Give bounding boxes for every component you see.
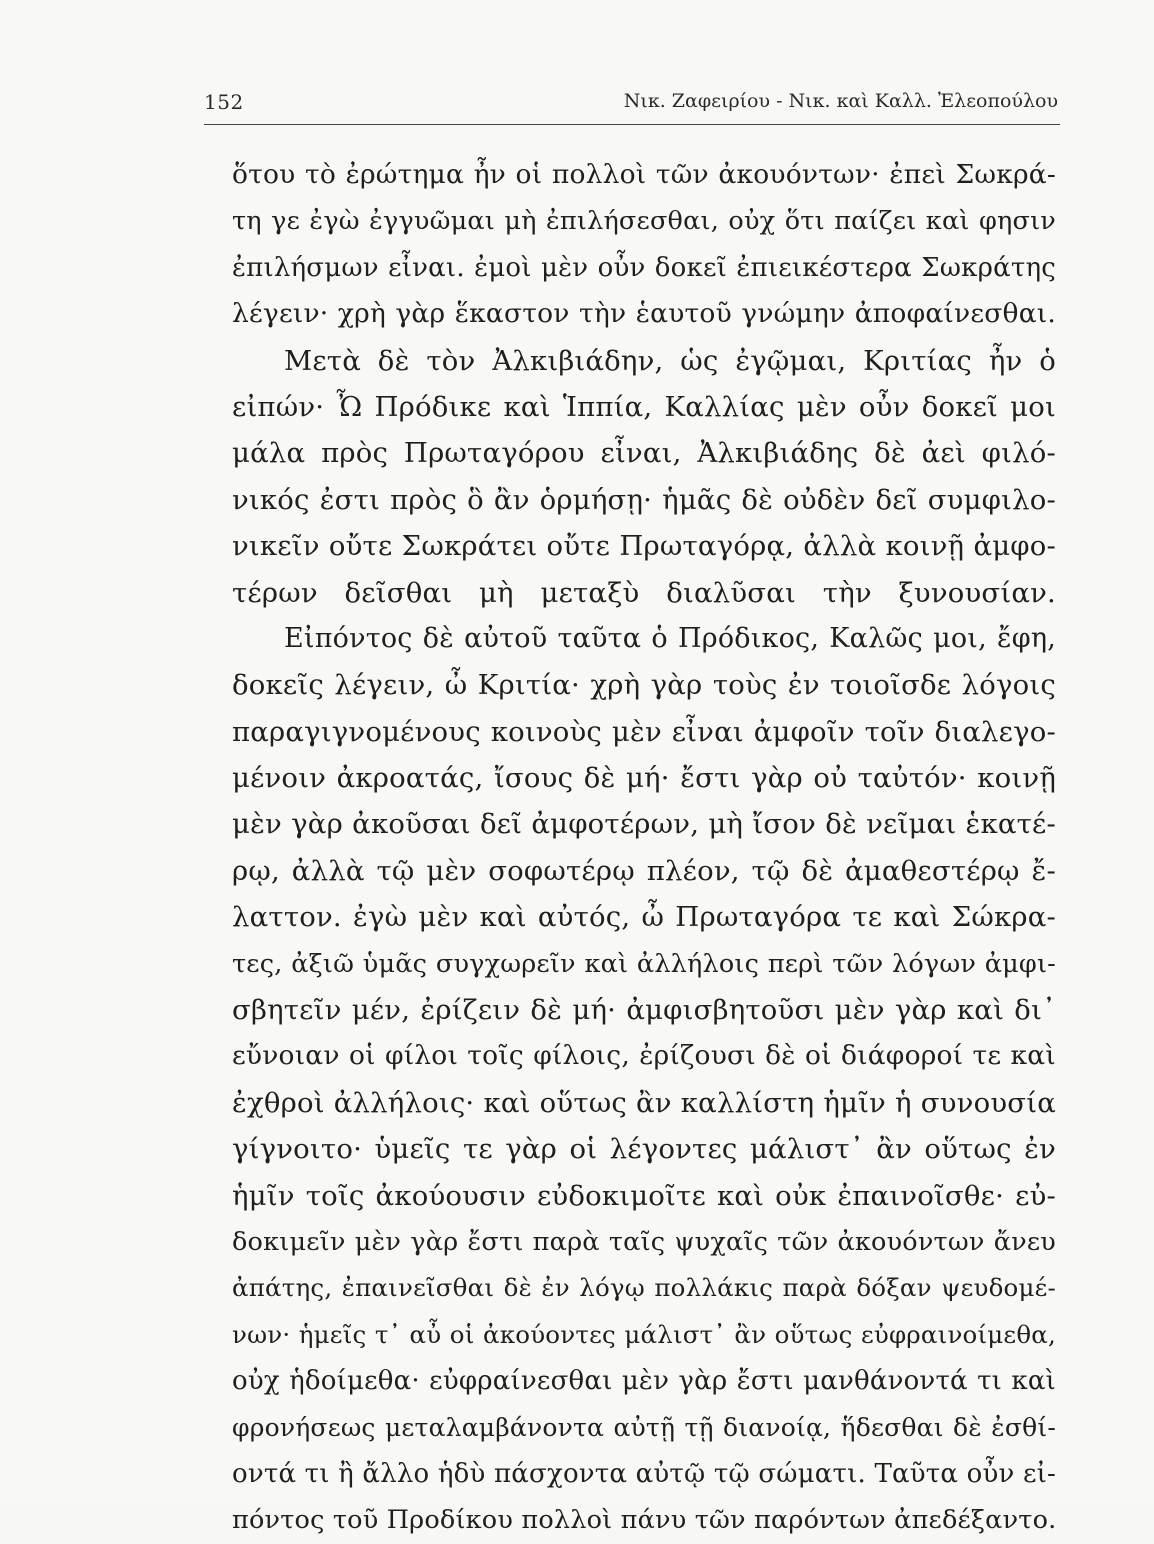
text-line: εἰπών· Ὦ Πρόδικε καὶ Ἱππία, Καλλίας μὲν οὖν δοκεῖ μοι bbox=[232, 390, 1056, 423]
text-line: νων· ἡμεῖς τ᾽ αὖ οἱ ἀκούοντες μάλιστ᾽ ἂν οὕτως εὐφραινοίμεθα, bbox=[232, 1319, 1056, 1349]
text-line: φρονήσεως μεταλαμβάνοντα αὐτῇ τῇ διανοίᾳ, ἥδεσθαι δὲ ἐσθί- bbox=[232, 1412, 1056, 1442]
text-line: ἀπάτης, ἐπαινεῖσθαι δὲ ἐν λόγῳ πολλάκις παρὰ δόξαν ψευδομέ- bbox=[232, 1273, 1056, 1303]
text-line: λαττον. ἐγὼ μὲν καὶ αὐτός, ὦ Πρωταγόρα τε καὶ Σώκρα- bbox=[232, 901, 1056, 934]
body-text bbox=[232, 152, 1056, 1544]
text-line: οὐχ ἡδοίμεθα· εὐφραίνεσθαι μὲν γὰρ ἔστι μανθάνοντά τι καὶ bbox=[232, 1366, 1056, 1397]
text-line: νικεῖν οὔτε Σωκράτει οὔτε Πρωταγόρᾳ, ἀλλὰ κοινῇ ἀμφο- bbox=[232, 530, 1056, 563]
text-line: τέρων δεῖσθαι μὴ μεταξὺ διαλῦσαι τὴν ξυνουσίαν. bbox=[232, 576, 1056, 609]
text-line: πόντος τοῦ Προδίκου πολλοὶ πάνυ τῶν παρόντων ἀπεδέξαντο. bbox=[232, 1505, 1057, 1536]
running-head: Νικ. Ζαφειρίου - Νικ. καὶ Καλλ. Ἐλεοπούλου bbox=[623, 90, 1058, 112]
text-line: τες, ἀξιῶ ὑμᾶς συγχωρεῖν καὶ ἀλλήλοις περὶ τῶν λόγων ἀμφι- bbox=[232, 948, 1056, 979]
text-line: δοκεῖς λέγειν, ὦ Κριτία· χρὴ γὰρ τοὺς ἐν τοιοῖσδε λόγοις bbox=[232, 669, 1056, 702]
text-line: σβητεῖν μέν, ἐρίζειν δὲ μή· ἀμφισβητοῦσι μὲν γὰρ καὶ δι᾽ bbox=[232, 994, 1056, 1027]
text-line: ἐπιλήσμων εἶναι. ἐμοὶ μὲν οὖν δοκεῖ ἐπιεικέστερα Σωκράτης bbox=[232, 252, 1056, 283]
text-line: μάλα πρὸς Πρωταγόρου εἶναι, Ἀλκιβιάδης δὲ ἀεὶ φιλό- bbox=[232, 437, 1056, 470]
text-line: ἐχθροὶ ἀλλήλοις· καὶ οὕτως ἂν καλλίστη ἡμῖν ἡ συνουσία bbox=[232, 1086, 1056, 1119]
text-line: δοκιμεῖν μὲν γὰρ ἔστι παρὰ ταῖς ψυχαῖς τῶν ἀκουόντων ἄνευ bbox=[232, 1226, 1056, 1257]
text-line: μένοιν ἀκροατάς, ἴσους δὲ μή· ἔστι γὰρ οὐ ταὐτόν· κοινῇ bbox=[232, 762, 1056, 795]
text-line: λέγειν· χρὴ γὰρ ἕκαστον τὴν ἑαυτοῦ γνώμην ἀποφαίνεσθαι. bbox=[232, 298, 1056, 330]
text-line: γίγνοιτο· ὑμεῖς τε γὰρ οἱ λέγοντες μάλιστ᾽ ἂν οὕτως ἐν bbox=[232, 1133, 1056, 1166]
text-line: οντά τι ἢ ἄλλο ἡδὺ πάσχοντα αὐτῷ τῷ σώματι. Ταῦτα οὖν εἰ- bbox=[232, 1458, 1056, 1489]
text-line: τη γε ἐγὼ ἐγγυῶμαι μὴ ἐπιλήσεσθαι, οὐχ ὅτι παίζει καὶ φησιν bbox=[232, 206, 1056, 237]
text-line: ὅτου τὸ ἐρώτημα ἦν οἱ πολλοὶ τῶν ἀκουόντων· ἐπεὶ Σωκρά- bbox=[232, 159, 1056, 190]
text-line: Μετὰ δὲ τὸν Ἀλκιβιάδην, ὡς ἐγῷμαι, Κριτίας ἦν ὁ bbox=[284, 344, 1056, 377]
text-line: Εἰπόντος δὲ αὐτοῦ ταῦτα ὁ Πρόδικος, Καλῶς μοι, ἔφη, bbox=[284, 622, 1056, 654]
text-line: ρῳ, ἀλλὰ τῷ μὲν σοφωτέρῳ πλέον, τῷ δὲ ἀμαθεστέρῳ ἔ- bbox=[232, 854, 1056, 887]
page-header bbox=[204, 86, 1058, 120]
header-rule bbox=[204, 124, 1060, 125]
text-line: παραγιγνομένους κοινοὺς μὲν εἶναι ἀμφοῖν τοῖν διαλεγο- bbox=[232, 715, 1056, 748]
text-line: μὲν γὰρ ἀκοῦσαι δεῖ ἀμφοτέρων, μὴ ἴσον δὲ νεῖμαι ἑκατέ- bbox=[232, 808, 1056, 841]
text-line: εὔνοιαν οἱ φίλοι τοῖς φίλοις, ἐρίζουσι δὲ οἱ διάφοροί τε καὶ bbox=[232, 1040, 1056, 1072]
text-line: ἡμῖν τοῖς ἀκούουσιν εὐδοκιμοῖτε καὶ οὐκ ἐπαινοῖσθε· εὐ- bbox=[232, 1179, 1056, 1212]
text-line: νικός ἐστι πρὸς ὃ ἂν ὁρμήσῃ· ἡμᾶς δὲ οὐδὲν δεῖ συμφιλο- bbox=[232, 483, 1056, 516]
page-number: 152 bbox=[204, 90, 244, 114]
